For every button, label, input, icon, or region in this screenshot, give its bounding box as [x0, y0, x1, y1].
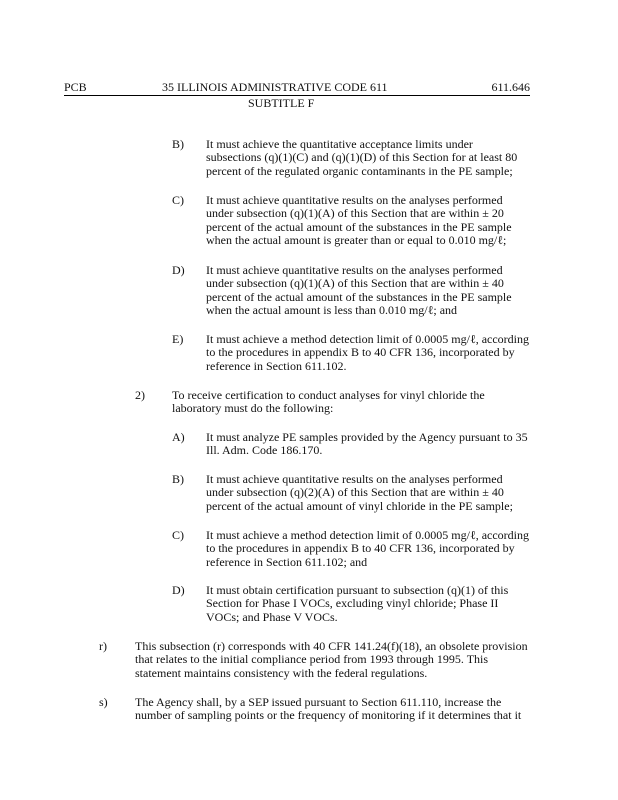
item-label-r: r)	[99, 639, 107, 653]
header-section-number: 611.646	[491, 80, 530, 94]
item-label-s: s)	[99, 695, 108, 709]
item-text-a2: It must analyze PE samples provided by the Agency pursuant to 35 Ill. Adm. Code 186.170.	[206, 430, 528, 458]
item-text-d2: It must obtain certification pursuant to subsection (q)(1) of this Section for Phase I VOCs, excluding vinyl chloride; Phase II VOCs; and Phase V VOCs.	[206, 583, 509, 624]
header-code-title: 35 ILLINOIS ADMINISTRATIVE CODE 611	[162, 80, 388, 94]
item-label-d1: D)	[172, 263, 185, 277]
item-text-s: The Agency shall, by a SEP issued pursuant to Section 611.110, increase the number of sampling points or the frequency of monitoring if it determines that it	[135, 695, 522, 723]
item-text-c2: It must achieve a method detection limit of 0.0005 mg/ℓ, according to the procedures in appendix B to 40 CFR 136, incorporated by reference in Section 611.102; and	[206, 528, 529, 569]
item-label-c1: C)	[172, 193, 184, 207]
item-label-2: 2)	[135, 388, 145, 402]
item-text-2: To receive certification to conduct analyses for vinyl chloride the laboratory must do the following:	[172, 388, 485, 416]
item-text-c1: It must achieve quantitative results on the analyses performed under subsection (q)(1)(A) of this Section that are within ± 20 percent of the actual amount of the substances in the PE sample when the actual amount is greater than or equal to 0.010 mg/ℓ;	[206, 193, 512, 248]
header-agency: PCB	[64, 80, 87, 94]
item-label-b2: B)	[172, 472, 184, 486]
item-text-b2: It must achieve quantitative results on the analyses performed under subsection (q)(2)(A) of this Section that are within ± 40 percent of the actual amount of vinyl chloride in the PE sample;	[206, 472, 513, 513]
item-label-c2: C)	[172, 528, 184, 542]
item-text-d1: It must achieve quantitative results on the analyses performed under subsection (q)(1)(A) of this Section that are within ± 40 percent of the actual amount of the substances in the PE sample when the actual amount is less than 0.010 mg/ℓ; and	[206, 263, 512, 318]
page-header	[64, 80, 530, 96]
item-text-r: This subsection (r) corresponds with 40 CFR 141.24(f)(18), an obsolete provision that relates to the initial compliance period from 1993 through 1995. This statement maintains consistency with the federal regulations.	[135, 639, 528, 680]
item-label-d2: D)	[172, 583, 185, 597]
item-text-e1: It must achieve a method detection limit of 0.0005 mg/ℓ, according to the procedures in appendix B to 40 CFR 136, incorporated by reference in Section 611.102.	[206, 332, 529, 373]
item-text-b1: It must achieve the quantitative acceptance limits under subsections (q)(1)(C) and (q)(1)(D) of this Section for at least 80 percent of the regulated organic contaminants in the PE sample;	[206, 137, 518, 178]
item-label-e1: E)	[172, 332, 184, 346]
item-label-b1: B)	[172, 137, 184, 151]
header-subtitle: SUBTITLE F	[248, 96, 315, 110]
item-label-a2: A)	[172, 430, 185, 444]
